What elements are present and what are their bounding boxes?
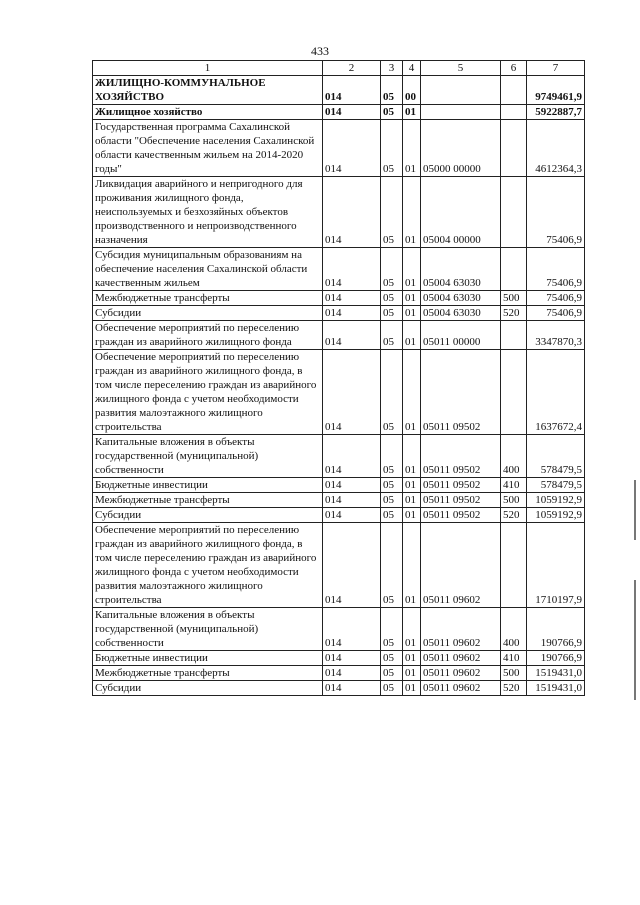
table-row (93, 291, 585, 306)
table-row (93, 105, 585, 120)
subsection-code-cell: 01 (403, 478, 421, 493)
column-header: 5 (421, 61, 501, 76)
scan-edge-mark (634, 580, 636, 700)
page-number: 433 (311, 44, 329, 58)
amount-cell: 75406,9 (527, 291, 585, 306)
row-name-cell: Обеспечение мероприятий по переселению граждан из аварийного жилищного фонда, в том числе переселению граждан из аварийного жилищного фонда с учетом необходимости развития малоэтажного жилищного строительства (93, 350, 323, 435)
amount-cell: 1059192,9 (527, 508, 585, 523)
table-row (93, 435, 585, 478)
ved-code-cell: 014 (323, 508, 381, 523)
target-article-cell: 05004 63030 (421, 248, 501, 291)
row-name-cell: Межбюджетные трансферты (93, 493, 323, 508)
amount-cell: 75406,9 (527, 248, 585, 291)
target-article-cell: 05011 00000 (421, 321, 501, 350)
ved-code-cell: 014 (323, 478, 381, 493)
subsection-code-cell: 01 (403, 350, 421, 435)
row-name-cell: Субсидии (93, 508, 323, 523)
amount-cell: 9749461,9 (527, 76, 585, 105)
subsection-code-cell: 01 (403, 523, 421, 608)
expense-type-cell (501, 523, 527, 608)
table-body (93, 76, 585, 696)
amount-cell: 190766,9 (527, 608, 585, 651)
ved-code-cell: 014 (323, 523, 381, 608)
table-row (93, 350, 585, 435)
section-code-cell: 05 (381, 666, 403, 681)
target-article-cell: 05004 63030 (421, 291, 501, 306)
expense-type-cell (501, 105, 527, 120)
row-name-cell: ЖИЛИЩНО-КОММУНАЛЬНОЕ ХОЗЯЙСТВО (93, 76, 323, 105)
row-name-cell: Субсидии (93, 681, 323, 696)
amount-cell: 190766,9 (527, 651, 585, 666)
section-code-cell: 05 (381, 291, 403, 306)
amount-cell: 3347870,3 (527, 321, 585, 350)
ved-code-cell: 014 (323, 177, 381, 248)
row-name-cell: Жилищное хозяйство (93, 105, 323, 120)
row-name-cell: Государственная программа Сахалинской области "Обеспечение населения Сахалинской области качественным жильем на 2014-2020 годы" (93, 120, 323, 177)
table-row (93, 651, 585, 666)
ved-code-cell: 014 (323, 435, 381, 478)
ved-code-cell: 014 (323, 651, 381, 666)
ved-code-cell: 014 (323, 493, 381, 508)
target-article-cell: 05004 00000 (421, 177, 501, 248)
target-article-cell (421, 76, 501, 105)
section-code-cell: 05 (381, 177, 403, 248)
row-name-cell: Бюджетные инвестиции (93, 651, 323, 666)
budget-table (92, 60, 585, 696)
target-article-cell: 05011 09602 (421, 523, 501, 608)
target-article-cell: 05004 63030 (421, 306, 501, 321)
subsection-code-cell: 01 (403, 306, 421, 321)
ved-code-cell: 014 (323, 681, 381, 696)
section-code-cell: 05 (381, 523, 403, 608)
expense-type-cell: 500 (501, 493, 527, 508)
target-article-cell: 05011 09502 (421, 478, 501, 493)
subsection-code-cell: 01 (403, 681, 421, 696)
subsection-code-cell: 01 (403, 666, 421, 681)
expense-type-cell: 500 (501, 666, 527, 681)
table-row (93, 321, 585, 350)
target-article-cell (421, 105, 501, 120)
ved-code-cell: 014 (323, 666, 381, 681)
table-row (93, 248, 585, 291)
table-row (93, 177, 585, 248)
expense-type-cell (501, 76, 527, 105)
subsection-code-cell: 01 (403, 608, 421, 651)
table-row (93, 76, 585, 105)
table-row (93, 681, 585, 696)
subsection-code-cell: 01 (403, 105, 421, 120)
expense-type-cell (501, 321, 527, 350)
row-name-cell: Обеспечение мероприятий по переселению граждан из аварийного жилищного фонда (93, 321, 323, 350)
header-row (93, 61, 585, 76)
row-name-cell: Бюджетные инвестиции (93, 478, 323, 493)
table-row (93, 608, 585, 651)
ved-code-cell: 014 (323, 120, 381, 177)
column-header: 2 (323, 61, 381, 76)
expense-type-cell: 400 (501, 435, 527, 478)
amount-cell: 1059192,9 (527, 493, 585, 508)
subsection-code-cell: 01 (403, 493, 421, 508)
target-article-cell: 05000 00000 (421, 120, 501, 177)
row-name-cell: Обеспечение мероприятий по переселению граждан из аварийного жилищного фонда, в том числе переселению граждан из аварийного жилищного фонда с учетом необходимости развития малоэтажного жилищного строительства (93, 523, 323, 608)
amount-cell: 578479,5 (527, 435, 585, 478)
subsection-code-cell: 01 (403, 291, 421, 306)
subsection-code-cell: 01 (403, 321, 421, 350)
table-row (93, 306, 585, 321)
expense-type-cell: 410 (501, 651, 527, 666)
ved-code-cell: 014 (323, 306, 381, 321)
amount-cell: 1710197,9 (527, 523, 585, 608)
ved-code-cell: 014 (323, 350, 381, 435)
table-row (93, 523, 585, 608)
column-header: 1 (93, 61, 323, 76)
expense-type-cell: 500 (501, 291, 527, 306)
amount-cell: 4612364,3 (527, 120, 585, 177)
row-name-cell: Капитальные вложения в объекты государственной (муниципальной) собственности (93, 435, 323, 478)
row-name-cell: Капитальные вложения в объекты государственной (муниципальной) собственности (93, 608, 323, 651)
expense-type-cell (501, 177, 527, 248)
expense-type-cell: 520 (501, 508, 527, 523)
target-article-cell: 05011 09602 (421, 666, 501, 681)
section-code-cell: 05 (381, 76, 403, 105)
amount-cell: 578479,5 (527, 478, 585, 493)
row-name-cell: Межбюджетные трансферты (93, 291, 323, 306)
table-row (93, 478, 585, 493)
ved-code-cell: 014 (323, 105, 381, 120)
target-article-cell: 05011 09502 (421, 508, 501, 523)
ved-code-cell: 014 (323, 76, 381, 105)
target-article-cell: 05011 09502 (421, 350, 501, 435)
amount-cell: 5922887,7 (527, 105, 585, 120)
row-name-cell: Субсидия муниципальным образованиям на обеспечение населения Сахалинской области качественным жильем (93, 248, 323, 291)
column-header: 6 (501, 61, 527, 76)
subsection-code-cell: 01 (403, 508, 421, 523)
subsection-code-cell: 01 (403, 435, 421, 478)
ved-code-cell: 014 (323, 291, 381, 306)
target-article-cell: 05011 09502 (421, 493, 501, 508)
scan-edge-mark (634, 480, 636, 540)
section-code-cell: 05 (381, 681, 403, 696)
expense-type-cell: 400 (501, 608, 527, 651)
section-code-cell: 05 (381, 350, 403, 435)
expense-type-cell (501, 248, 527, 291)
ved-code-cell: 014 (323, 321, 381, 350)
target-article-cell: 05011 09602 (421, 608, 501, 651)
table-row (93, 493, 585, 508)
row-name-cell: Межбюджетные трансферты (93, 666, 323, 681)
section-code-cell: 05 (381, 651, 403, 666)
table-row (93, 666, 585, 681)
expense-type-cell: 520 (501, 681, 527, 696)
amount-cell: 1637672,4 (527, 350, 585, 435)
column-header: 4 (403, 61, 421, 76)
target-article-cell: 05011 09602 (421, 681, 501, 696)
subsection-code-cell: 01 (403, 120, 421, 177)
subsection-code-cell: 00 (403, 76, 421, 105)
target-article-cell: 05011 09502 (421, 435, 501, 478)
expense-type-cell: 410 (501, 478, 527, 493)
section-code-cell: 05 (381, 493, 403, 508)
section-code-cell: 05 (381, 508, 403, 523)
target-article-cell: 05011 09602 (421, 651, 501, 666)
amount-cell: 1519431,0 (527, 681, 585, 696)
expense-type-cell (501, 120, 527, 177)
column-header: 7 (527, 61, 585, 76)
expense-type-cell (501, 350, 527, 435)
amount-cell: 75406,9 (527, 306, 585, 321)
column-header: 3 (381, 61, 403, 76)
section-code-cell: 05 (381, 608, 403, 651)
table-row (93, 120, 585, 177)
section-code-cell: 05 (381, 321, 403, 350)
section-code-cell: 05 (381, 478, 403, 493)
amount-cell: 75406,9 (527, 177, 585, 248)
row-name-cell: Субсидии (93, 306, 323, 321)
expense-type-cell: 520 (501, 306, 527, 321)
table-row (93, 508, 585, 523)
subsection-code-cell: 01 (403, 651, 421, 666)
row-name-cell: Ликвидация аварийного и непригодного для проживания жилищного фонда, неиспользуемых и безхозяйных объектов производственного и непроизводственного назначения (93, 177, 323, 248)
section-code-cell: 05 (381, 120, 403, 177)
section-code-cell: 05 (381, 306, 403, 321)
ved-code-cell: 014 (323, 248, 381, 291)
section-code-cell: 05 (381, 435, 403, 478)
subsection-code-cell: 01 (403, 248, 421, 291)
subsection-code-cell: 01 (403, 177, 421, 248)
section-code-cell: 05 (381, 105, 403, 120)
section-code-cell: 05 (381, 248, 403, 291)
amount-cell: 1519431,0 (527, 666, 585, 681)
ved-code-cell: 014 (323, 608, 381, 651)
